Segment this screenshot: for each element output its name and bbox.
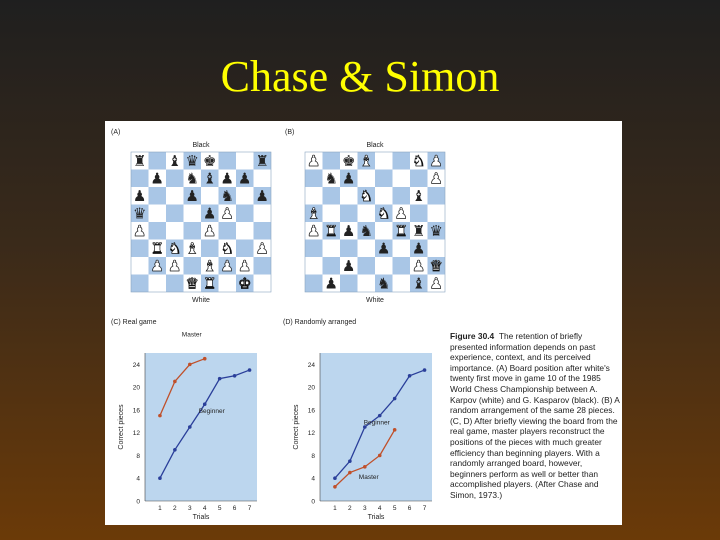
board-square xyxy=(358,240,376,258)
data-point xyxy=(333,485,337,489)
data-point xyxy=(173,380,177,384)
board-square xyxy=(393,170,411,188)
board-square xyxy=(254,275,272,293)
board-square xyxy=(236,205,254,223)
board-square xyxy=(375,187,393,205)
y-tick-label: 4 xyxy=(136,475,140,483)
data-point xyxy=(203,402,207,406)
black-pawn-icon: ♟ xyxy=(324,274,338,293)
y-tick-label: 24 xyxy=(132,361,140,369)
y-tick-label: 16 xyxy=(132,407,140,415)
black-pawn-icon: ♟ xyxy=(185,187,199,205)
board-top-label: Black xyxy=(366,142,384,149)
data-point xyxy=(218,377,222,381)
chess-board xyxy=(131,152,271,293)
board-square xyxy=(236,222,254,240)
black-knight-icon: ♞ xyxy=(377,274,391,293)
board-square xyxy=(375,170,393,188)
caption-text: The retention of briefly presented information depends on past experience, context, and its perceived importance. (A) Board position after white's twenty first move in game 10 of the 1985 World Chess Championship between A. Karpov (white) and G. Kasparov (black). (B) A random arrangement of the same 28 pieces. (C, D) After briefly viewing the board from the real game, master players reconstruct the positions of the pieces with much greater efficiency than beginning players. With a randomly arranged board, however, beginners perform as well or better than accomplished players. (After Chase and Simon, 1973.) xyxy=(450,331,620,500)
board-square xyxy=(131,275,149,293)
data-point xyxy=(158,476,162,480)
slide-title: Chase & Simon xyxy=(220,52,500,101)
black-knight-icon: ♞ xyxy=(220,187,234,205)
white-rook-icon: ♜ xyxy=(394,222,408,240)
white-pawn-icon: ♟ xyxy=(412,257,426,275)
board-bottom-label: White xyxy=(366,297,384,304)
plot-area xyxy=(145,353,257,501)
data-point xyxy=(188,425,192,429)
y-tick-label: 16 xyxy=(307,407,315,415)
white-queen-icon: ♛ xyxy=(429,257,443,275)
board-square xyxy=(305,170,323,188)
board-square xyxy=(358,205,376,223)
board-square xyxy=(219,275,237,293)
white-pawn-icon: ♟ xyxy=(133,222,147,240)
board-square xyxy=(254,257,272,275)
data-point xyxy=(158,414,162,418)
board-square xyxy=(166,205,184,223)
white-bishop-icon: ♝ xyxy=(307,204,321,223)
board-square xyxy=(149,152,167,170)
data-point xyxy=(203,357,207,361)
white-pawn-icon: ♟ xyxy=(168,257,182,275)
black-pawn-icon: ♟ xyxy=(133,187,147,205)
figure-caption xyxy=(450,331,620,501)
board-square xyxy=(184,205,202,223)
white-queen-icon: ♛ xyxy=(185,274,199,293)
data-point xyxy=(348,459,352,463)
board-square xyxy=(428,240,446,258)
black-pawn-icon: ♟ xyxy=(342,222,356,240)
y-tick-label: 12 xyxy=(307,430,315,438)
data-point xyxy=(173,448,177,452)
data-point xyxy=(408,374,412,378)
data-point xyxy=(393,397,397,401)
board-square xyxy=(393,152,411,170)
x-tick-label: 3 xyxy=(187,505,192,512)
y-tick-label: 20 xyxy=(132,384,140,392)
white-pawn-icon: ♟ xyxy=(429,274,443,293)
board-square xyxy=(131,240,149,258)
board-square xyxy=(305,257,323,275)
white-pawn-icon: ♟ xyxy=(203,222,217,240)
board-square xyxy=(305,240,323,258)
black-king-icon: ♚ xyxy=(203,152,217,170)
board-square xyxy=(305,275,323,293)
board-square xyxy=(166,275,184,293)
board-square xyxy=(393,275,411,293)
board-square xyxy=(393,257,411,275)
white-pawn-icon: ♟ xyxy=(429,152,443,170)
y-tick-label: 8 xyxy=(311,452,315,460)
black-knight-icon: ♞ xyxy=(359,222,373,240)
white-rook-icon: ♜ xyxy=(150,239,164,258)
black-bishop-icon: ♝ xyxy=(412,274,426,293)
board-square xyxy=(236,240,254,258)
y-tick-label: 20 xyxy=(307,384,315,392)
black-bishop-icon: ♝ xyxy=(203,169,217,188)
panel-letter: (B) xyxy=(285,129,295,136)
board-square xyxy=(358,275,376,293)
x-tick-label: 7 xyxy=(422,505,427,512)
black-pawn-icon: ♟ xyxy=(203,204,217,223)
y-tick-label: 0 xyxy=(136,498,140,506)
board-square xyxy=(375,222,393,240)
white-knight-icon: ♞ xyxy=(377,204,391,223)
board-square xyxy=(340,240,358,258)
board-square xyxy=(428,205,446,223)
data-point xyxy=(348,471,352,475)
series-label: Master xyxy=(181,331,202,339)
black-rook-icon: ♜ xyxy=(412,222,426,240)
board-square xyxy=(201,187,219,205)
black-queen-icon: ♛ xyxy=(133,204,147,223)
board-square xyxy=(166,187,184,205)
data-point xyxy=(378,414,382,418)
black-bishop-icon: ♝ xyxy=(412,187,426,205)
white-pawn-icon: ♟ xyxy=(150,257,164,275)
white-knight-icon: ♞ xyxy=(359,187,373,205)
board-square xyxy=(323,152,341,170)
board-square xyxy=(254,205,272,223)
series-label: Master xyxy=(358,473,379,481)
caption-label: Figure 30.4 xyxy=(450,331,495,341)
white-pawn-icon: ♟ xyxy=(238,257,252,275)
data-point xyxy=(248,368,252,372)
x-tick-label: 5 xyxy=(217,505,222,512)
board-square xyxy=(358,170,376,188)
board-square xyxy=(393,187,411,205)
chart-panel-label: (D) Randomly arranged xyxy=(283,319,357,326)
board-square xyxy=(236,152,254,170)
board-square xyxy=(305,187,323,205)
black-pawn-icon: ♟ xyxy=(377,239,391,258)
y-tick-label: 0 xyxy=(311,498,315,506)
x-tick-label: 2 xyxy=(348,505,352,512)
board-square xyxy=(375,257,393,275)
white-bishop-icon: ♝ xyxy=(203,257,217,275)
data-point xyxy=(233,374,237,378)
black-pawn-icon: ♟ xyxy=(412,239,426,258)
data-point xyxy=(393,428,397,432)
board-square xyxy=(166,222,184,240)
board-square xyxy=(131,170,149,188)
data-point xyxy=(363,465,367,469)
x-tick-label: 7 xyxy=(247,505,252,512)
x-tick-label: 5 xyxy=(392,505,397,512)
board-square xyxy=(393,240,411,258)
board-square xyxy=(219,222,237,240)
figure xyxy=(105,121,622,525)
x-tick-label: 3 xyxy=(362,505,367,512)
data-point xyxy=(378,454,382,458)
board-bottom-label: White xyxy=(192,297,210,304)
black-pawn-icon: ♟ xyxy=(342,169,356,188)
black-rook-icon: ♜ xyxy=(133,152,147,170)
y-axis-label: Correct pieces xyxy=(293,404,300,450)
board-square xyxy=(358,257,376,275)
white-bishop-icon: ♝ xyxy=(359,152,373,170)
white-bishop-icon: ♝ xyxy=(185,239,199,258)
chart-panel-label: (C) Real game xyxy=(111,319,157,326)
white-pawn-icon: ♟ xyxy=(220,257,234,275)
chess-board xyxy=(305,152,445,293)
board-square xyxy=(149,205,167,223)
white-king-icon: ♚ xyxy=(238,274,252,293)
board-square xyxy=(236,187,254,205)
board-square xyxy=(323,240,341,258)
y-tick-label: 24 xyxy=(307,361,315,369)
y-tick-label: 4 xyxy=(311,475,315,483)
board-square xyxy=(254,222,272,240)
board-square xyxy=(149,187,167,205)
white-pawn-icon: ♟ xyxy=(220,204,234,223)
board-square xyxy=(323,257,341,275)
board-square xyxy=(219,152,237,170)
black-pawn-icon: ♟ xyxy=(255,187,269,205)
board-square xyxy=(340,275,358,293)
x-axis-label: Trials xyxy=(192,514,210,521)
board-square xyxy=(201,240,219,258)
white-knight-icon: ♞ xyxy=(220,239,234,258)
board-square xyxy=(323,187,341,205)
board-square xyxy=(131,257,149,275)
black-rook-icon: ♜ xyxy=(255,152,269,170)
data-point xyxy=(333,476,337,480)
board-square xyxy=(340,205,358,223)
white-rook-icon: ♜ xyxy=(324,222,338,240)
x-tick-label: 1 xyxy=(158,505,162,512)
white-rook-icon: ♜ xyxy=(203,274,217,293)
white-pawn-icon: ♟ xyxy=(394,204,408,223)
board-square xyxy=(375,152,393,170)
board-square xyxy=(323,205,341,223)
white-knight-icon: ♞ xyxy=(168,239,182,258)
black-pawn-icon: ♟ xyxy=(150,169,164,188)
white-knight-icon: ♞ xyxy=(412,152,426,170)
black-queen-icon: ♛ xyxy=(429,222,443,240)
x-tick-label: 6 xyxy=(407,505,412,512)
black-knight-icon: ♞ xyxy=(324,169,338,188)
white-pawn-icon: ♟ xyxy=(307,222,321,240)
y-tick-label: 12 xyxy=(132,430,140,438)
black-knight-icon: ♞ xyxy=(185,169,199,188)
black-pawn-icon: ♟ xyxy=(342,257,356,275)
board-square xyxy=(166,170,184,188)
board-square xyxy=(428,187,446,205)
white-pawn-icon: ♟ xyxy=(255,239,269,258)
x-tick-label: 1 xyxy=(333,505,337,512)
data-point xyxy=(423,368,427,372)
y-axis-label: Correct pieces xyxy=(118,404,125,450)
board-square xyxy=(149,222,167,240)
y-tick-label: 8 xyxy=(136,452,140,460)
board-square xyxy=(410,205,428,223)
black-bishop-icon: ♝ xyxy=(168,152,182,170)
x-tick-label: 4 xyxy=(377,505,382,512)
black-king-icon: ♚ xyxy=(342,152,356,170)
panel-letter: (A) xyxy=(111,129,121,136)
white-pawn-icon: ♟ xyxy=(307,152,321,170)
board-square xyxy=(184,222,202,240)
black-pawn-icon: ♟ xyxy=(220,169,234,188)
x-tick-label: 6 xyxy=(232,505,237,512)
series-label: Beginner xyxy=(198,408,225,416)
board-square xyxy=(254,170,272,188)
board-square xyxy=(184,257,202,275)
board-square xyxy=(340,187,358,205)
x-tick-label: 2 xyxy=(173,505,177,512)
black-pawn-icon: ♟ xyxy=(238,169,252,188)
board-square xyxy=(149,275,167,293)
board-top-label: Black xyxy=(192,142,210,149)
white-pawn-icon: ♟ xyxy=(429,169,443,188)
data-point xyxy=(188,363,192,367)
board-square xyxy=(410,170,428,188)
black-queen-icon: ♛ xyxy=(185,152,199,170)
series-label: Beginner xyxy=(363,419,390,427)
x-axis-label: Trials xyxy=(367,514,385,521)
x-tick-label: 4 xyxy=(202,505,207,512)
